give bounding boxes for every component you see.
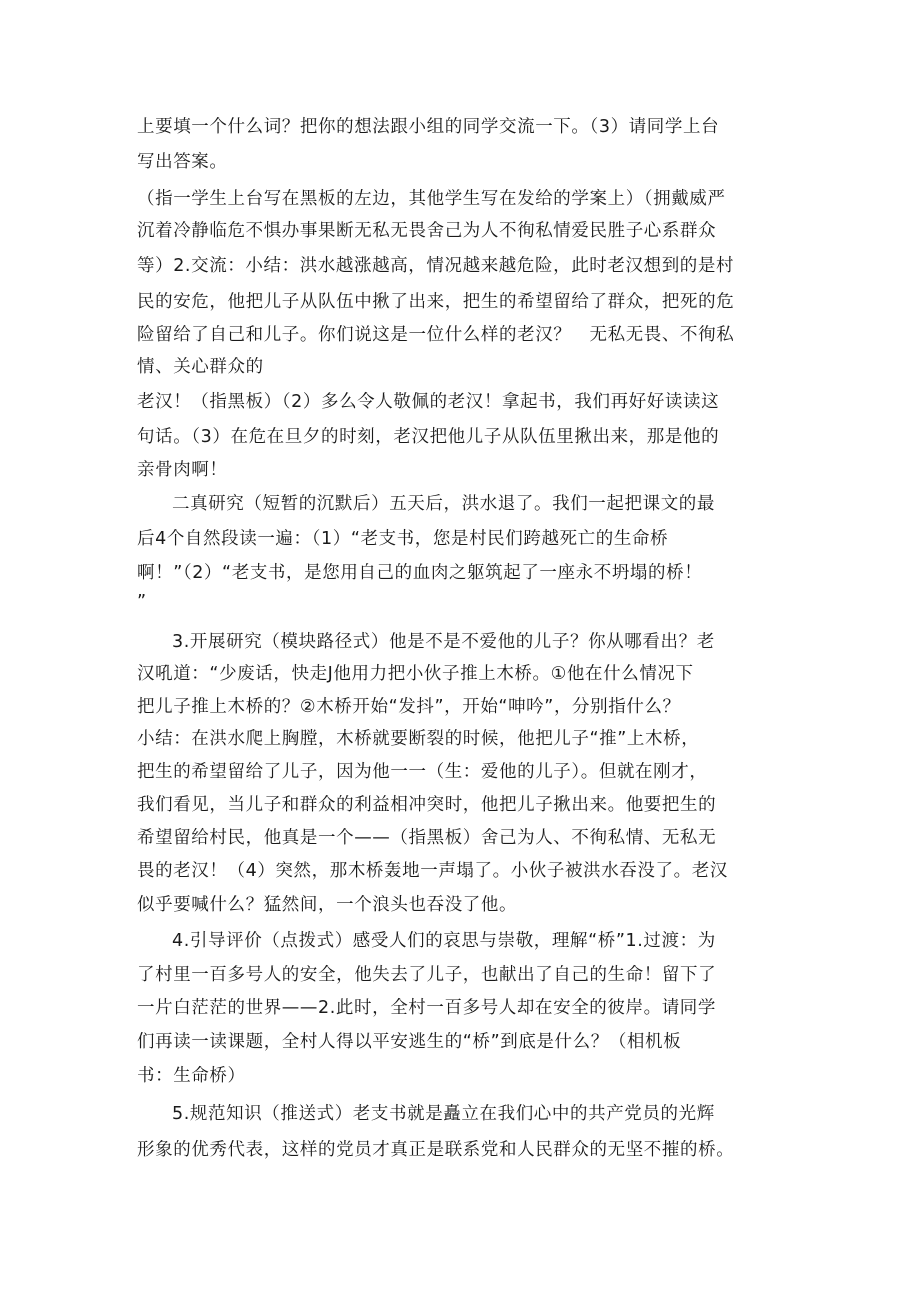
text-line: 形象的优秀代表，这样的党员才真正是联系党和人民群众的无坚不摧的桥。 [137,1140,735,1160]
text-line: （指一学生上台写在黑板的左边，其他学生写在发给的学案上）（拥戴威严 [137,189,726,209]
text-line: 民的安危，他把儿子从队伍中揪了出来，把生的希望留给了群众，把死的危 [137,292,735,312]
text-line: 等）2.交流：小结：洪水越涨越高，情况越来越危险，此时老汉想到的是村 [137,256,735,276]
text-line: 了村里一百多号人的安全，他失去了儿子，也献出了自己的生命！留下了 [137,965,717,985]
text-line: 畏的老汉！（4）突然，那木桥轰地一声塌了。小伙子被洪水吞没了。老汉 [137,861,728,881]
text-line: 沉着冷静临危不惧办事果断无私无畏舍己为人不徇私情爱民胜子心系群众 [137,221,717,241]
text-line: 5.规范知识（推送式）老支书就是矗立在我们心中的共产党员的光辉 [172,1104,715,1124]
text-line: 书：生命桥） [137,1066,246,1086]
text-line: 亲骨肉啊！ [137,460,228,480]
text-line: 老汉！（指黑板）（2）多么令人敬佩的老汉！拿起书，我们再好好读读这 [137,392,720,412]
text-line: 把儿子推上木桥的？②木桥开始“发抖”，开始“呻吟”，分别指什么？ [137,697,681,717]
text-line: 一片白茫茫的世界——2.此时，全村一百多号人却在安全的彼岸。请同学 [137,998,716,1018]
text-line: 小结：在洪水爬上胸膛，木桥就要断裂的时候，他把儿子“推”上木桥， [137,729,700,749]
text-line: 后4个自然段读一遍：（1）“老支书，您是村民们跨越死亡的生命桥 [137,529,669,549]
text-line: 险留给了自己和儿子。你们说这是一位什么样的老汉？ 无私无畏、不徇私 [137,325,735,345]
text-line: ” [137,592,147,612]
text-line: 希望留给村民，他真是一个——（指黑板）舍己为人、不徇私情、无私无 [137,828,717,848]
text-line: 们再读一读课题，全村人得以平安逃生的“桥”到底是什么？（相机板 [137,1032,682,1052]
text-line: 二真研究（短暂的沉默后）五天后，洪水退了。我们一起把课文的最 [172,494,715,514]
text-line: 上要填一个什么词？把你的想法跟小组的同学交流一下。（3）请同学上台 [137,117,720,137]
text-line: 句话。（3）在危在旦夕的时刻，老汉把他儿子从队伍里揪出来，那是他的 [137,427,720,447]
text-line: 汉吼道：“少废话，快走J他用力把小伙子推上木桥。①他在什么情况下 [137,664,694,684]
text-line: 把生的希望留给了儿子，因为他一一（生：爱他的儿子）。但就在刚才， [137,762,708,782]
text-line: 写出答案。 [137,152,228,172]
text-line: 似乎要喊什么？猛然间，一个浪头也吞没了他。 [137,895,518,915]
text-line: 情、关心群众的 [137,357,264,377]
text-line: 我们看见，当儿子和群众的利益相冲突时，他把儿子揪出来。他要把生的 [137,795,717,815]
text-line: 4.引导评价（点拨式）感受人们的哀思与崇敬，理解“桥”1.过渡：为 [172,931,716,951]
text-line: 3.开展研究（模块路径式）他是不是不爱他的儿子？你从哪看出？老 [172,632,715,652]
text-line: 啊！”（2）“老支书，是您用自己的血肉之躯筑起了一座永不坍塌的桥！ [137,563,703,583]
